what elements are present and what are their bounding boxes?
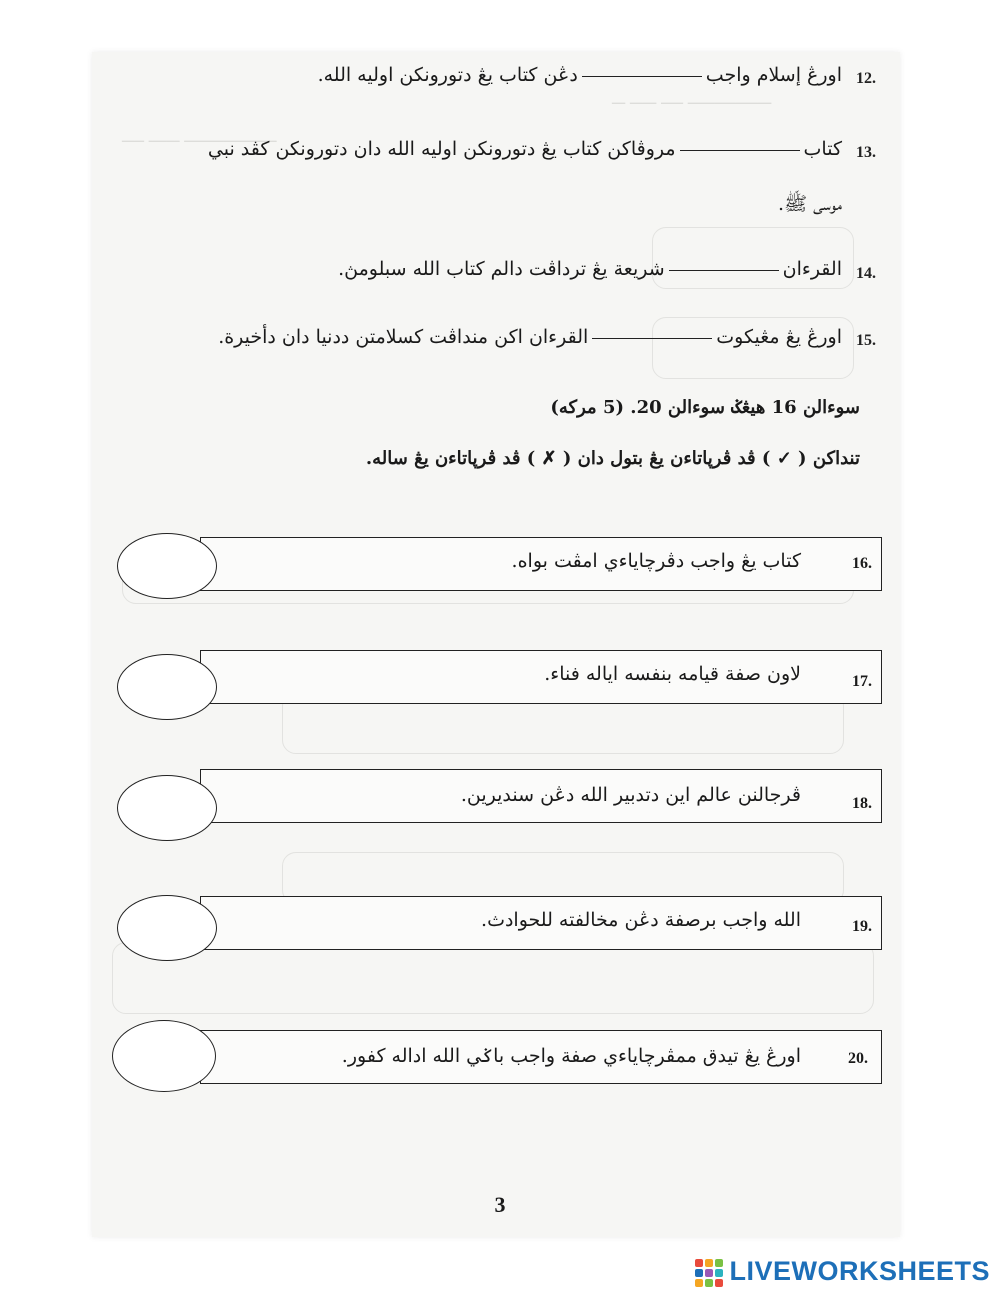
answer-oval-20[interactable] xyxy=(112,1020,216,1092)
answer-oval-18[interactable] xyxy=(117,775,217,841)
answer-oval-17[interactable] xyxy=(117,654,217,720)
question-number: 20. xyxy=(848,1050,868,1067)
page-number: 3 xyxy=(494,1192,506,1217)
question-15 xyxy=(218,326,842,348)
answer-blank[interactable] xyxy=(680,149,800,151)
ghost-box xyxy=(112,942,874,1014)
question-text-after: القرءان اكن منداڤت كسلامتن ددنيا دان دأخيرة. xyxy=(218,326,589,348)
question-number: 16. xyxy=(852,555,872,572)
question-text-after: دڠن كتاب يڠ دتورونكن اوليه الله. xyxy=(317,64,578,86)
statement-box-19 xyxy=(200,896,882,950)
statement-box-20 xyxy=(200,1030,882,1084)
liveworksheets-logo-icon xyxy=(695,1258,725,1286)
answer-oval-19[interactable] xyxy=(117,895,217,961)
statement-box-17 xyxy=(200,650,882,704)
section-instruction: تنداكن ( ✓ ) ڤد ڤرڽاتاءن يڠ بتول دان ( ✗ ) ڤد ڤرڽاتاءن يڠ ساله. xyxy=(365,448,860,469)
ghost-text: ـــــــــــــــــــ ـــــ ــــــ ـــ xyxy=(612,90,772,108)
statement-box-16 xyxy=(200,537,882,591)
question-number: 15. xyxy=(856,332,876,349)
question-13 xyxy=(208,138,842,160)
brand-footer[interactable] xyxy=(695,1256,990,1287)
statement-text: الله واجب برصفة دڠن مخالفته للحوادث. xyxy=(481,909,801,931)
statement-text: اورڠ يڠ تيدق ممڤرچاياءي صفة واجب باݢي الله اداله كفور. xyxy=(341,1045,801,1067)
question-number: 19. xyxy=(852,918,872,935)
statement-text: لاون صفة قيامه بنفسه اياله فناء. xyxy=(544,663,801,685)
answer-blank[interactable] xyxy=(669,269,779,271)
question-number: 12. xyxy=(856,70,876,87)
question-text-before: القرءان xyxy=(782,258,842,280)
question-number: 14. xyxy=(856,265,876,282)
answer-blank[interactable] xyxy=(582,75,702,77)
question-number: 13. xyxy=(856,144,876,161)
section-title: سوءالن 16 هيڠݢ سوءالن 20. (5 مركه) xyxy=(550,397,860,418)
question-text-after: مروڤاكن كتاب يڠ دتورونكن اوليه الله دان دتورونكن كڤد نبي xyxy=(207,138,676,160)
question-13-line2: موسى ﷺ. xyxy=(778,193,842,215)
ghost-text: ـــــــــــــــــــــ ـــــــ ـــــ xyxy=(122,128,277,146)
answer-blank[interactable] xyxy=(592,337,712,339)
answer-oval-16[interactable] xyxy=(117,533,217,599)
question-text-before: اورڠ إسلام واجب xyxy=(705,64,842,86)
statement-text: ڤرجالنن عالم اين دتدبير الله دڠن سنديرين. xyxy=(460,784,801,806)
question-text-after: شريعة يڠ ترداڤت دالم كتاب الله سبلومڽ. xyxy=(338,258,665,280)
brand-name: LIVEWORKSHEETS xyxy=(729,1256,990,1286)
question-12 xyxy=(318,64,842,86)
statement-text: كتاب يڠ واجب دڤرچاياءي امڤت بواه. xyxy=(511,550,801,572)
question-number: 18. xyxy=(852,795,872,812)
statement-box-18 xyxy=(200,769,882,823)
question-text-before: كتاب xyxy=(803,138,842,160)
question-number: 17. xyxy=(852,673,872,690)
question-14 xyxy=(338,258,842,280)
question-text-before: اورڠ يڠ مڠيكوت xyxy=(716,326,842,348)
